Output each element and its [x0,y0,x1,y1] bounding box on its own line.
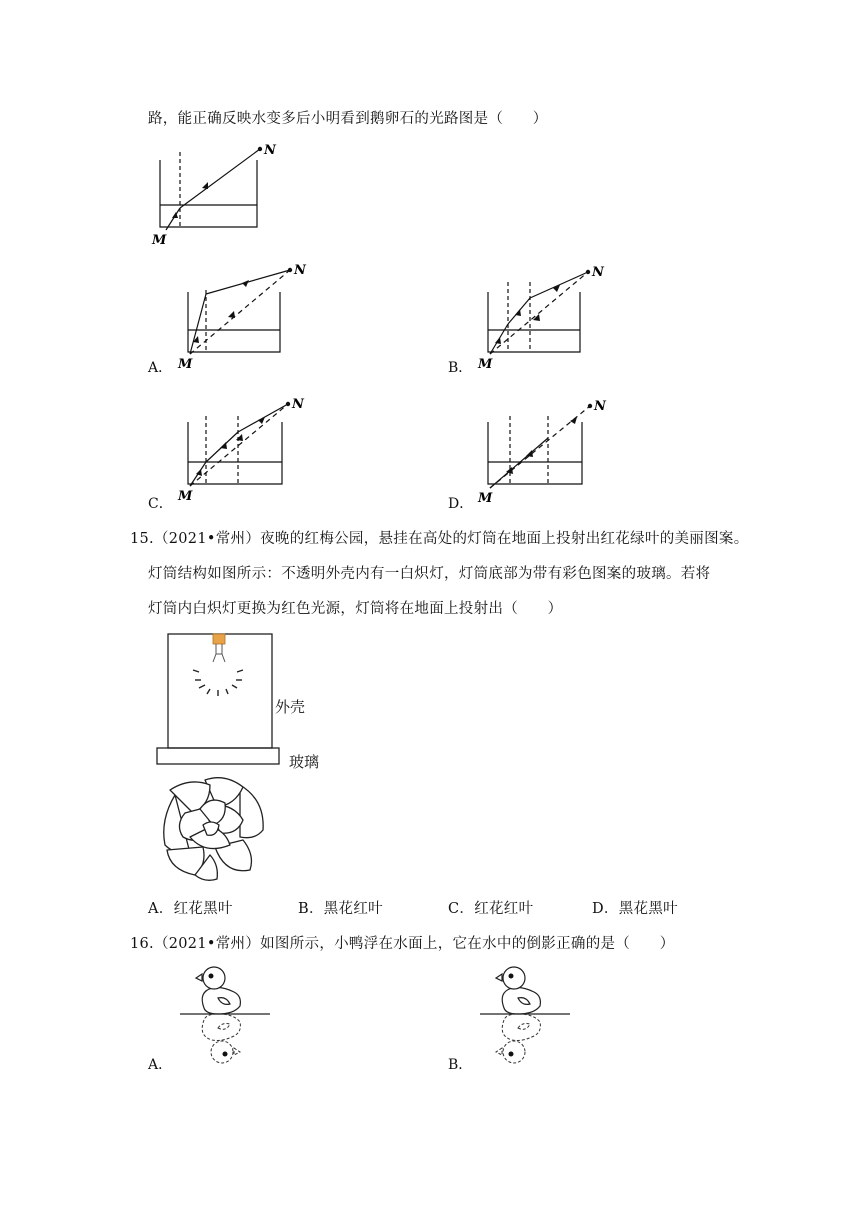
lamp-tube-figure [155,632,285,770]
svg-text:M: M [178,357,193,372]
svg-text:M: M [178,489,193,504]
point-m-label: M [152,233,167,248]
q14-option-d-figure [478,392,608,506]
svg-text:N: N [292,397,304,412]
q14-option-a-figure [178,262,308,372]
duck-option-a-figure [178,962,278,1066]
q14-option-b-letter[interactable]: B． [448,360,473,376]
q14-option-c-figure [178,392,308,502]
svg-text:N: N [592,265,604,280]
q16-option-a-letter[interactable]: A． [148,1057,173,1073]
q15-line-3: 灯筒内白炽灯更换为红色光源，灯筒将在地面上投射出（ ） [148,601,563,617]
q14-option-b-figure [478,262,608,372]
q15-option-d[interactable]: D．黑花黑叶 [592,901,678,917]
q15-line-1: 15.（2021•常州）夜晚的红梅公园，悬挂在高处的灯筒在地面上投射出红花绿叶的美丽图案。 [130,531,749,547]
q15-option-a[interactable]: A．红花黑叶 [148,901,233,917]
svg-text:M: M [478,491,493,506]
q14-stem-tail: 路，能正确反映水变多后小明看到鹅卵石的光路图是（ ） [148,111,548,127]
q16-line-1: 16.（2021•常州）如图所示，小鸭浮在水面上，它在水中的倒影正确的是（ ） [130,936,675,952]
duck-option-b-figure [478,962,578,1066]
q14-option-a-letter[interactable]: A． [148,360,173,376]
q14-option-c-letter[interactable]: C． [148,496,173,512]
svg-text:M: M [478,357,493,372]
svg-text:N: N [594,399,606,414]
q14-option-d-letter[interactable]: D． [448,496,474,512]
point-n-label: N [264,143,276,158]
label-shell: 外壳 [275,698,306,716]
q15-option-c[interactable]: C．红花红叶 [448,901,534,917]
q15-line-2: 灯筒结构如图所示：不透明外壳内有一白炽灯，灯筒底部为带有彩色图案的玻璃。若将 [148,566,711,582]
q15-option-b[interactable]: B．黑花红叶 [298,901,383,917]
svg-text:N: N [294,263,306,278]
flower-pattern-figure [155,775,270,885]
q14-main-figure [150,138,290,250]
label-glass: 玻璃 [289,753,320,771]
q16-option-b-letter[interactable]: B． [448,1057,473,1073]
